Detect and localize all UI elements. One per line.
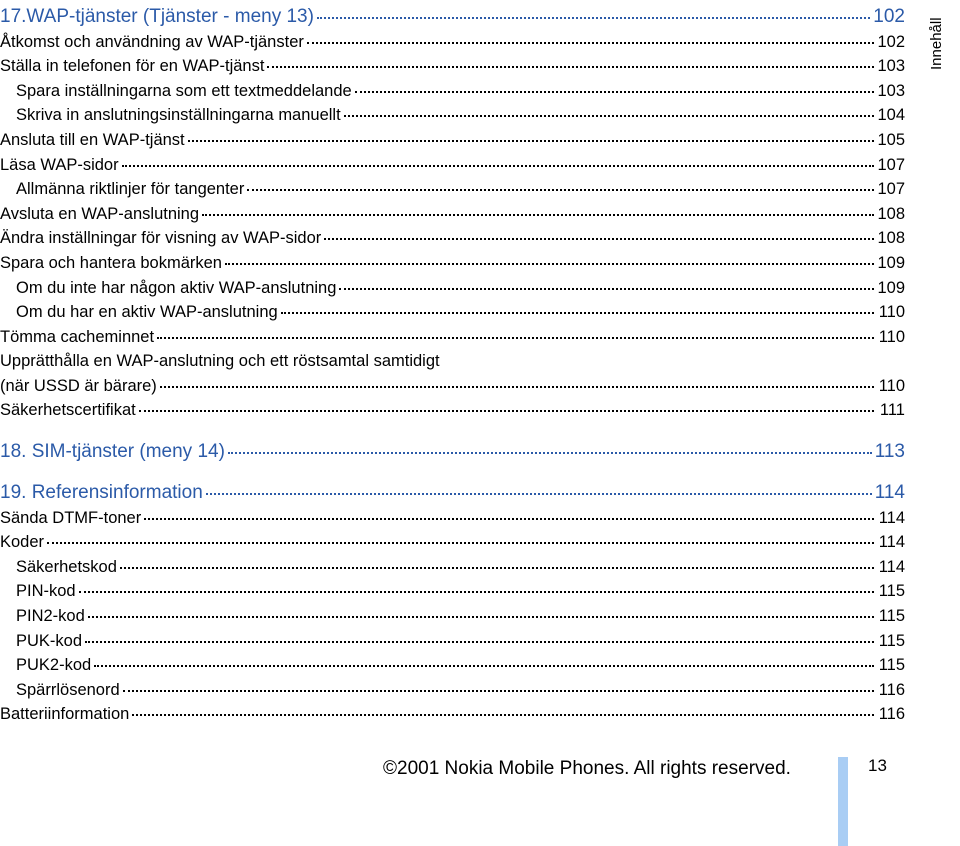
- toc-entry-title: Spärrlösenord: [16, 681, 120, 699]
- dot-leader: [144, 518, 874, 520]
- toc-entry[interactable]: [0, 180, 905, 199]
- toc-chapter-title: 17.WAP-tjänster (Tjänster - meny 13): [0, 6, 314, 27]
- toc-entry[interactable]: [0, 57, 905, 76]
- toc-page-number: 109: [877, 254, 905, 272]
- toc-page-number: 116: [878, 681, 905, 699]
- dot-leader: [94, 665, 874, 667]
- dot-leader: [324, 238, 874, 240]
- dot-leader: [307, 42, 874, 44]
- dot-leader: [202, 214, 874, 216]
- section-side-label: Innehåll: [928, 17, 945, 70]
- toc-chapter-title: 19. Referensinformation: [0, 482, 203, 503]
- dot-leader: [281, 312, 874, 314]
- toc-entry[interactable]: [0, 681, 905, 700]
- toc-entry[interactable]: [0, 582, 905, 601]
- dot-leader: [228, 452, 872, 454]
- toc-entry[interactable]: [0, 303, 905, 322]
- toc-entry-title: PUK-kod: [16, 632, 83, 650]
- dot-leader: [344, 115, 874, 117]
- toc-page-number: 107: [877, 180, 905, 198]
- toc-entry[interactable]: [0, 377, 905, 396]
- toc-entry-title: Koder: [0, 533, 45, 551]
- toc-page-number: 103: [877, 82, 905, 100]
- toc-entry-title: Sända DTMF-toner: [0, 509, 142, 527]
- page-marker-bar: [838, 757, 848, 846]
- toc-entry[interactable]: [0, 229, 905, 248]
- toc-page-number: 116: [878, 705, 905, 723]
- toc-page-number: 108: [877, 229, 905, 247]
- toc-page-number: 109: [877, 279, 905, 297]
- toc-chapter-18[interactable]: [0, 441, 905, 463]
- toc-page-number: 105: [877, 131, 905, 149]
- toc-page-number: 114: [878, 509, 905, 527]
- toc-page-number: 108: [877, 205, 905, 223]
- toc-entry-title: Om du har en aktiv WAP-anslutning: [16, 303, 278, 321]
- toc-page-number: 107: [877, 156, 905, 174]
- dot-leader: [122, 165, 874, 167]
- toc-page-number: 111: [879, 401, 905, 419]
- toc-entry[interactable]: [0, 401, 905, 420]
- dot-leader: [123, 690, 874, 692]
- dot-leader: [206, 493, 872, 495]
- toc-entry[interactable]: [0, 106, 905, 125]
- dot-leader: [88, 616, 874, 618]
- toc-page-number: 114: [878, 558, 905, 576]
- dot-leader: [188, 140, 874, 142]
- toc-entry[interactable]: [0, 705, 905, 724]
- toc-page-number: 110: [878, 328, 905, 346]
- toc-entry[interactable]: [0, 509, 905, 528]
- copyright-notice: ©2001 Nokia Mobile Phones. All rights reserved.: [383, 758, 791, 779]
- toc-entry-title: PIN2-kod: [16, 607, 85, 625]
- toc-entry-title: Åtkomst och användning av WAP-tjänster: [0, 33, 304, 51]
- toc-entry[interactable]: [0, 254, 905, 273]
- toc-entry-title: Spara och hantera bokmärken: [0, 254, 222, 272]
- toc-entry[interactable]: [0, 131, 905, 150]
- dot-leader: [355, 91, 874, 93]
- dot-leader: [85, 641, 874, 643]
- dot-leader: [225, 263, 874, 265]
- toc-page-number: 114: [878, 533, 905, 551]
- toc-entry-title: Säkerhetskod: [16, 558, 117, 576]
- toc-entry[interactable]: [0, 607, 905, 626]
- toc-entry[interactable]: [0, 533, 905, 552]
- dot-leader: [139, 410, 874, 412]
- toc-page-number: 114: [874, 482, 905, 503]
- toc-page-number: 115: [878, 582, 905, 600]
- toc-page-number: 102: [873, 6, 905, 27]
- dot-leader: [47, 542, 874, 544]
- toc-page-number: 102: [877, 33, 905, 51]
- toc-entry-title: PUK2-kod: [16, 656, 92, 674]
- toc-entry-title: Ändra inställningar för visning av WAP-sidor: [0, 229, 322, 247]
- toc-entry-title: Spara inställningarna som ett textmeddelande: [16, 82, 352, 100]
- toc-page-number: 115: [878, 607, 905, 625]
- toc-entry-title: Batteriinformation: [0, 705, 130, 723]
- dot-leader: [132, 714, 874, 716]
- toc-entry[interactable]: [0, 82, 905, 101]
- dot-leader: [79, 591, 874, 593]
- toc-chapter-title: 18. SIM-tjänster (meny 14): [0, 441, 225, 462]
- dot-leader: [160, 386, 874, 388]
- toc-entry[interactable]: [0, 156, 905, 175]
- dot-leader: [157, 337, 874, 339]
- toc-entry-title-line[interactable]: Upprätthålla en WAP-anslutning och ett röstsamtal samtidigt: [0, 352, 440, 370]
- dot-leader: [317, 17, 870, 19]
- toc-entry-title: Allmänna riktlinjer för tangenter: [16, 180, 245, 198]
- toc-entry[interactable]: [0, 33, 905, 52]
- toc-entry-title: Säkerhetscertifikat: [0, 401, 136, 419]
- toc-entry-title: PIN-kod: [16, 582, 76, 600]
- dot-leader: [339, 288, 874, 290]
- dot-leader: [247, 189, 874, 191]
- toc-entry-title: Tömma cacheminnet: [0, 328, 155, 346]
- toc-page-number: 104: [877, 106, 905, 124]
- dot-leader: [120, 567, 874, 569]
- page-number: 13: [868, 756, 887, 775]
- toc-chapter-17[interactable]: [0, 6, 905, 28]
- toc-page-number: 110: [878, 303, 905, 321]
- toc-entry[interactable]: [0, 279, 905, 298]
- toc-entry-title: Ställa in telefonen för en WAP-tjänst: [0, 57, 265, 75]
- toc-entry[interactable]: [0, 205, 905, 224]
- toc-page-number: 115: [878, 656, 905, 674]
- toc-page-number: 113: [874, 441, 905, 462]
- toc-entry[interactable]: [0, 656, 905, 675]
- toc-page-number: 103: [877, 57, 905, 75]
- toc-entry-title: Ansluta till en WAP-tjänst: [0, 131, 185, 149]
- toc-entry[interactable]: [0, 328, 905, 347]
- toc-entry[interactable]: [0, 558, 905, 577]
- toc-entry-title: Avsluta en WAP-anslutning: [0, 205, 200, 223]
- toc-entry-title: Läsa WAP-sidor: [0, 156, 119, 174]
- dot-leader: [267, 66, 874, 68]
- toc-entry-title: Skriva in anslutningsinställningarna manuellt: [16, 106, 341, 124]
- toc-entry-title: (när USSD är bärare): [0, 377, 157, 395]
- toc-page-number: 115: [878, 632, 905, 650]
- toc-chapter-19[interactable]: [0, 482, 905, 504]
- toc-entry-title: Om du inte har någon aktiv WAP-anslutning: [16, 279, 337, 297]
- toc-page-number: 110: [878, 377, 905, 395]
- toc-entry[interactable]: [0, 632, 905, 651]
